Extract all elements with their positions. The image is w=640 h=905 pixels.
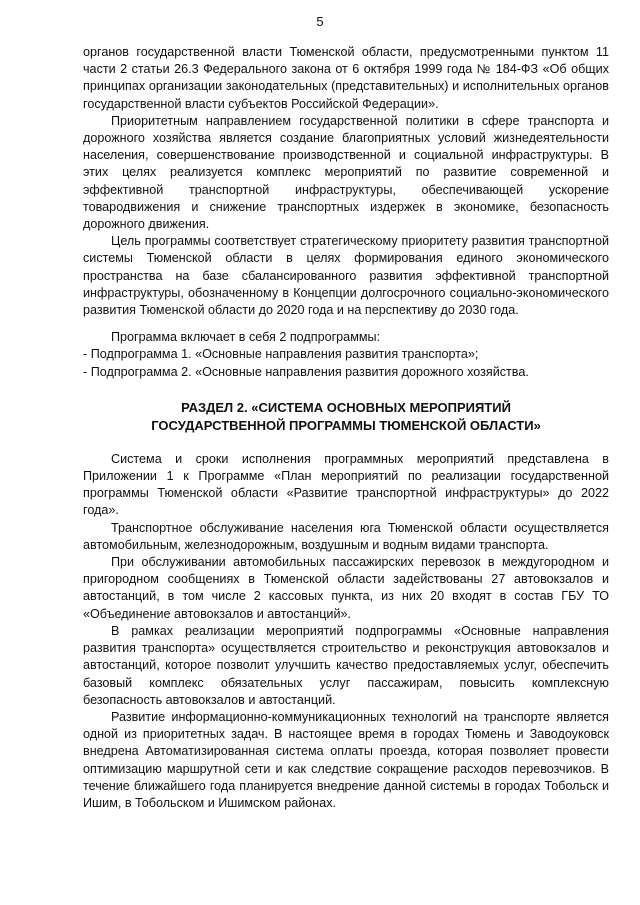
document-body xyxy=(83,44,609,812)
subprogram-item: - Подпрограмма 1. «Основные направления развития транспорта»; xyxy=(83,347,479,362)
paragraph-goal: Цель программы соответствует стратегическому приоритету развития транспортной системы Тюменской области в целях формирования единого экономического пространства на базе сбалансированного развития эффективной транспортной инфраструктуры, обозначенному в Концепции долгосрочного социально-экономического развития Тюменской области до 2020 года и на перспективу до 2030 года. xyxy=(83,234,609,318)
paragraph-bus-stations: При обслуживании автомобильных пассажирских перевозок в междугородном и пригородном сообщениях в Тюменской области задействованы 27 автовокзалов и автостанций, в том числе 2 кассовых пункта, из них 20 входят в состав ГБУ ТО «Объединение автовокзалов и автостанций». xyxy=(83,555,609,621)
paragraph-continuation: органов государственной власти Тюменской области, предусмотренными пунктом 11 части 2 статьи 26.3 Федерального закона от 6 октября 1999 года № 184-ФЗ «Об общих принципах организации законодательных (представительных) и исполнительных органов государственной власти субъектов Российской Федерации». xyxy=(83,45,609,111)
page-number: 5 xyxy=(316,14,324,29)
subprograms-intro: Программа включает в себя 2 подпрограммы: xyxy=(111,330,381,345)
subprogram-item: - Подпрограмма 2. «Основные направления развития дорожного хозяйства. xyxy=(83,364,529,379)
section-heading-line: ГОСУДАРСТВЕННОЙ ПРОГРАММЫ ТЮМЕНСКОЙ ОБЛАСТИ» xyxy=(151,417,541,433)
paragraph-schedule: Система и сроки исполнения программных мероприятий представлена в Приложении 1 к Программе «План мероприятий по реализации государственной программы Тюменской области «Развитие транспортной инфраструктуры» до 2022 года». xyxy=(83,451,609,518)
section-heading xyxy=(83,399,609,435)
paragraph-it-development: Развитие информационно-коммуникационных технологий на транспорте является одной из приоритетных задач. В настоящее время в городах Тюмень и Заводоуковск внедрена Автоматизированная система оплаты проезда, которая позволяет провести оптимизацию маршрутной сети и как следствие сокращение расходов перевозчиков. В течение ближайшего года планируется внедрение данной системы в городах Тобольск и Ишим, в Тобольском и Ишимском районах. xyxy=(83,709,609,810)
spacer xyxy=(83,319,609,329)
section-heading-line: РАЗДЕЛ 2. «СИСТЕМА ОСНОВНЫХ МЕРОПРИЯТИЙ xyxy=(181,399,511,415)
paragraph-construction: В рамках реализации мероприятий подпрограммы «Основные направления развития транспорта» осуществляется строительство и реконструкция автовокзалов и автостанций, которое позволит улучшить качество предоставляемых услуг, обеспечить базовый комплекс обязательных услуг пассажирам, повысить комплексную безопасность автовокзалов и автостанций. xyxy=(83,623,609,707)
paragraph-transport-service: Транспортное обслуживание населения юга Тюменской области осуществляется автомобильным, железнодорожным, воздушным и водным видами транспорта. xyxy=(83,520,609,552)
paragraph-priority: Приоритетным направлением государственной политики в сфере транспорта и дорожного хозяйства является создание благоприятных условий жизнедеятельности населения, совершенствование производственной и социальной инфраструктуры. В этих целях реализуется комплекс мероприятий по развитие современной и эффективной транспортной инфраструктуры, обеспечивающей ускорение товародвижения и снижение транспортных издержек в экономике, безопасность дорожного движения. xyxy=(83,113,609,232)
